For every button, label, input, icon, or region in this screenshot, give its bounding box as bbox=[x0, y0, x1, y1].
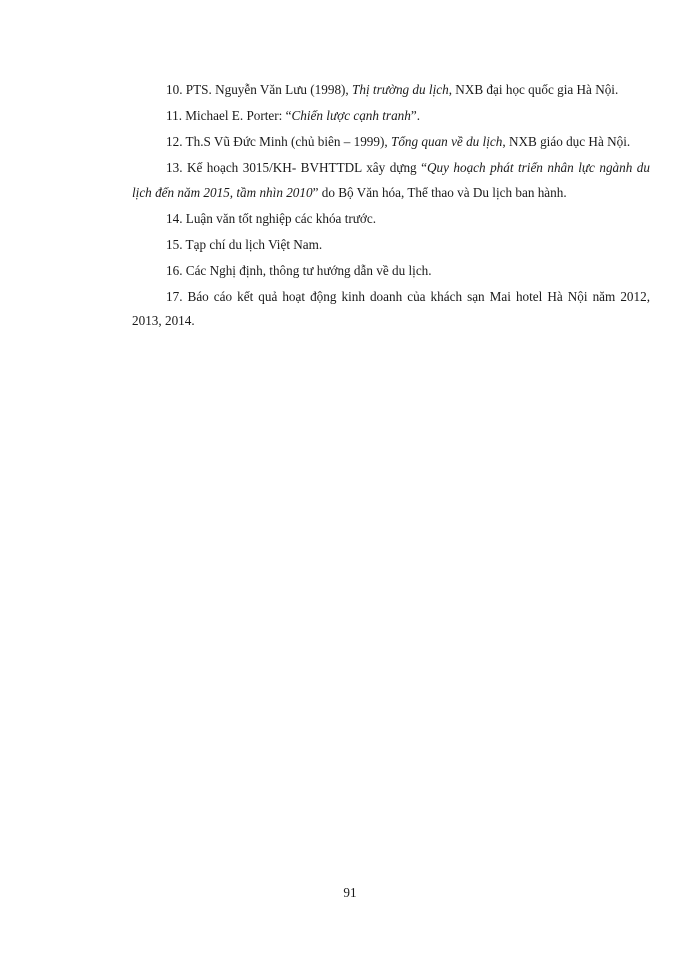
reference-item-11: 11. Michael E. Porter: “Chiến lược cạnh tranh”. bbox=[166, 108, 421, 123]
reference-item-16: 16. Các Nghị định, thông tư hướng dẫn về du lịch. bbox=[166, 262, 432, 278]
reference-item-12: 12. Th.S Vũ Đức Minh (chủ biên – 1999), Tổng quan về du lịch, NXB giáo dục Hà Nội. bbox=[166, 134, 631, 149]
reference-item-15: 15. Tạp chí du lịch Việt Nam. bbox=[166, 236, 323, 252]
reference-item-10: 10. PTS. Nguyễn Văn Lưu (1998), Thị trường du lịch, NXB đại học quốc gia Hà Nội. bbox=[166, 82, 619, 97]
reference-item-17: 17. Báo cáo kết quả hoạt động kinh doanh của khách sạn Mai hotel Hà Nội năm 2012, 2013, 2014. bbox=[132, 288, 650, 328]
reference-list bbox=[132, 78, 650, 335]
reference-item-14: 14. Luận văn tốt nghiệp các khóa trước. bbox=[166, 210, 377, 226]
page-number: 91 bbox=[343, 885, 357, 900]
reference-item-13: 13. Kế hoạch 3015/KH- BVHTTDL xây dựng “Quy hoạch phát triển nhân lực ngành du lịch đến năm 2015, tầm nhìn 2010” do Bộ Văn hóa, Thể thao và Du lịch ban hành. bbox=[132, 160, 650, 200]
